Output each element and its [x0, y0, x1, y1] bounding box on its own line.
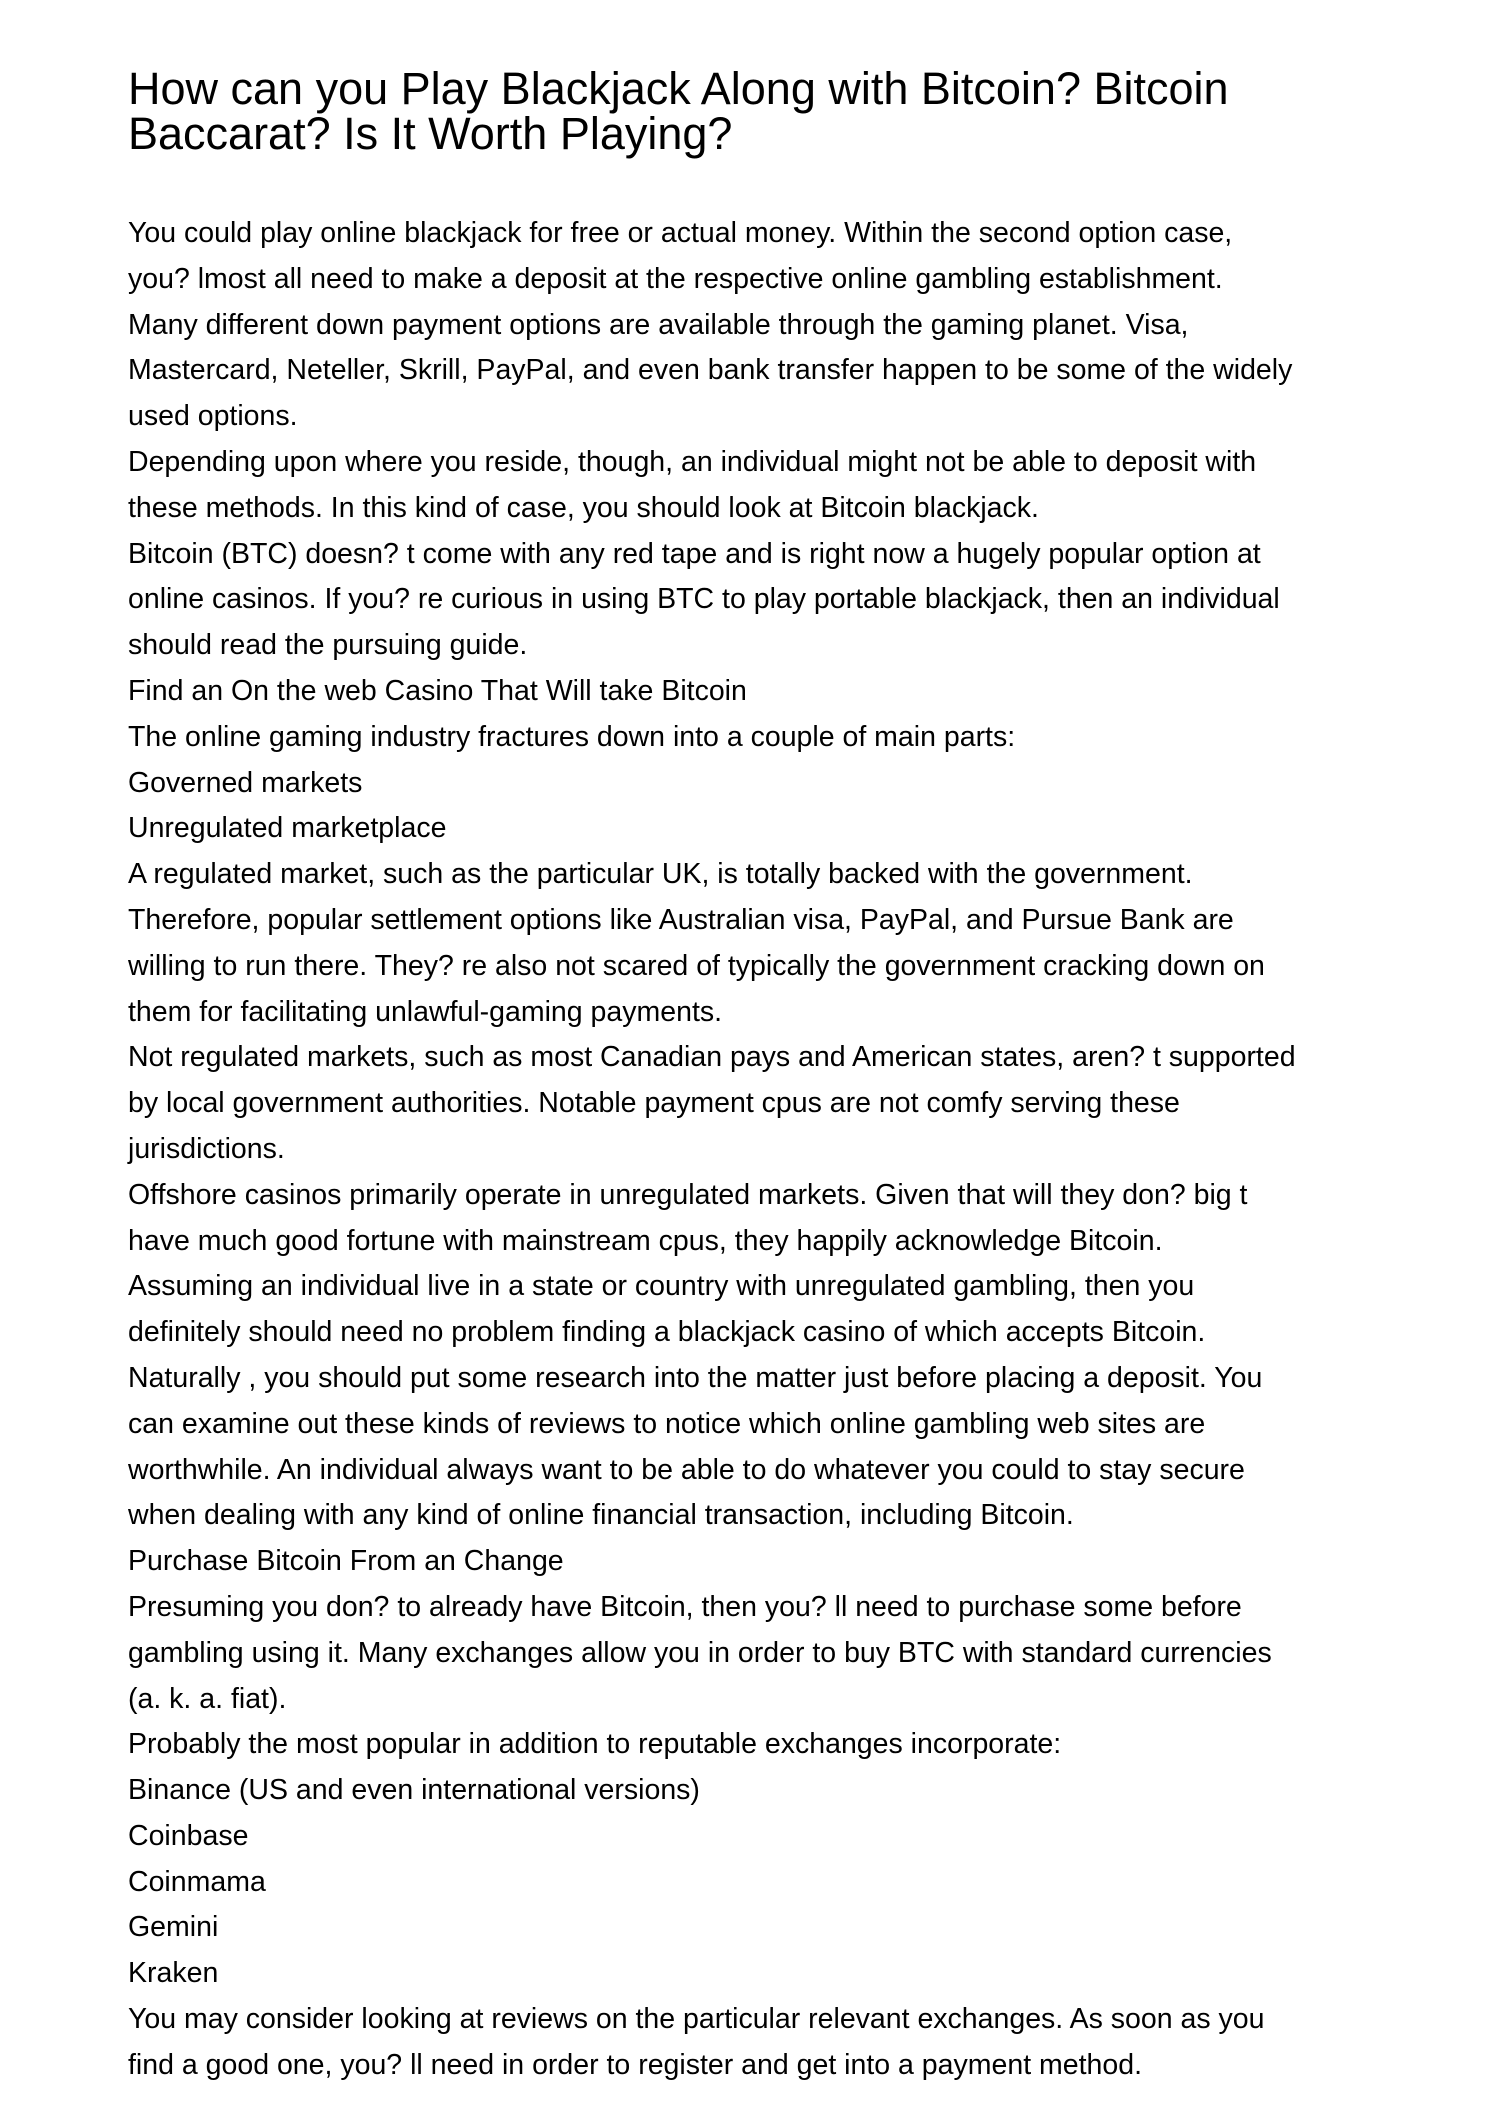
text-line: The online gaming industry fractures down into a couple of main parts:: [128, 720, 1016, 753]
text-line: find a good one, you? ll need in order to register and get into a payment method.: [128, 2048, 1143, 2081]
text-line: Assuming an individual live in a state or country with unregulated gambling, then you: [128, 1270, 1195, 1303]
text-line: by local government authorities. Notable payment cpus are not comfy serving these: [128, 1087, 1180, 1120]
text-line: jurisdictions.: [128, 1132, 285, 1165]
document-title: [128, 63, 1388, 159]
text-line: worthwhile. An individual always want to be able to do whatever you could to stay secure: [128, 1453, 1245, 1486]
title-line: How can you Play Blackjack Along with Bitcoin? Bitcoin: [128, 63, 1229, 114]
text-line: should read the pursuing guide.: [128, 629, 528, 662]
text-line: Depending upon where you reside, though, an individual might not be able to deposit with: [128, 445, 1257, 478]
section-heading: Purchase Bitcoin From an Change: [128, 1545, 564, 1578]
text-line: definitely should need no problem finding a blackjack casino of which accepts Bitcoin.: [128, 1316, 1206, 1349]
text-line: these methods. In this kind of case, you should look at Bitcoin blackjack.: [128, 491, 1039, 524]
title-line: Baccarat? Is It Worth Playing?: [128, 108, 733, 159]
text-line: Offshore casinos primarily operate in unregulated markets. Given that will they don? big t: [128, 1178, 1248, 1211]
text-line: when dealing with any kind of online financial transaction, including Bitcoin.: [128, 1499, 1074, 1532]
section-heading: Find an On the web Casino That Will take Bitcoin: [128, 674, 747, 707]
text-line: Many different down payment options are available through the gaming planet. Visa,: [128, 308, 1189, 341]
text-line: (a. k. a. fiat).: [128, 1682, 287, 1715]
list-item: Kraken: [128, 1957, 219, 1990]
text-line: used options.: [128, 400, 298, 433]
text-line: Naturally , you should put some research into the matter just before placing a deposit. You: [128, 1361, 1263, 1394]
text-line: Not regulated markets, such as most Canadian pays and American states, aren? t supported: [128, 1041, 1296, 1074]
text-line: you? lmost all need to make a deposit at the respective online gambling establishment.: [128, 262, 1223, 295]
text-line: You may consider looking at reviews on the particular relevant exchanges. As soon as you: [128, 2003, 1265, 2036]
text-line: A regulated market, such as the particular UK, is totally backed with the government.: [128, 858, 1193, 891]
text-line: Mastercard, Neteller, Skrill, PayPal, and even bank transfer happen to be some of the widely: [128, 354, 1293, 387]
list-item: Binance (US and even international versions): [128, 1774, 700, 1807]
list-item: Coinbase: [128, 1819, 249, 1852]
list-item: Coinmama: [128, 1865, 266, 1898]
document-body: [128, 211, 1388, 2089]
text-line: Presuming you don? to already have Bitcoin, then you? ll need to purchase some before: [128, 1590, 1242, 1623]
text-line: You could play online blackjack for free or actual money. Within the second option case,: [128, 217, 1233, 249]
text-line: can examine out these kinds of reviews to notice which online gambling web sites are: [128, 1407, 1206, 1440]
document-page: [128, 63, 1388, 2089]
text-line: have much good fortune with mainstream cpus, they happily acknowledge Bitcoin.: [128, 1224, 1163, 1257]
text-line: Probably the most popular in addition to reputable exchanges incorporate:: [128, 1728, 1062, 1761]
list-item: Governed markets: [128, 766, 363, 799]
list-item: Gemini: [128, 1911, 219, 1944]
text-line: online casinos. If you? re curious in using BTC to play portable blackjack, then an individual: [128, 583, 1280, 616]
text-line: Therefore, popular settlement options like Australian visa, PayPal, and Pursue Bank are: [128, 903, 1234, 936]
text-line: gambling using it. Many exchanges allow you in order to buy BTC with standard currencies: [128, 1636, 1272, 1669]
text-line: Bitcoin (BTC) doesn? t come with any red tape and is right now a hugely popular option at: [128, 537, 1261, 570]
text-line: them for facilitating unlawful-gaming payments.: [128, 995, 723, 1028]
text-line: willing to run there. They? re also not scared of typically the government cracking down on: [128, 949, 1265, 982]
list-item: Unregulated marketplace: [128, 812, 447, 845]
